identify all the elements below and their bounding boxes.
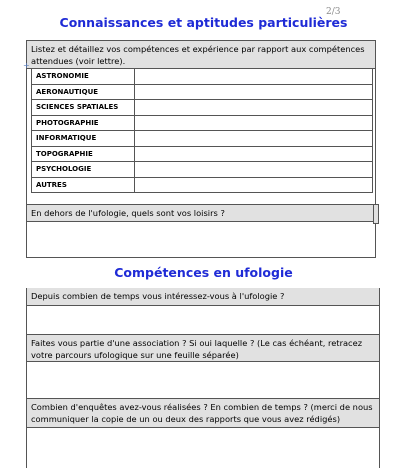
table-row [32, 146, 373, 162]
table-row [32, 115, 373, 131]
section-title-ufologie: Compétences en ufologie [114, 265, 293, 280]
competence-label: SCIENCES SPATIALES [32, 100, 135, 116]
table-row [32, 131, 373, 147]
table-row [32, 69, 373, 85]
table-row [32, 162, 373, 178]
table-row [32, 177, 373, 193]
table-move-handle-icon[interactable]: + [23, 61, 30, 70]
competence-label: AERONAUTIQUE [32, 84, 135, 100]
competence-input-cell[interactable] [135, 131, 373, 147]
question-duree-interet: Depuis combien de temps vous intéressez-vous à l'ufologie ? [27, 288, 379, 306]
competences-table [31, 68, 373, 193]
competence-label: ASTRONOMIE [32, 69, 135, 85]
question-enquetes: Combien d'enquêtes avez-vous réalisées ? En combien de temps ? (merci de nous communiquer la copie de un ou deux des rapports que vous avez rédigés) [27, 398, 379, 428]
ufologie-box [26, 288, 380, 468]
page-number: 2/3 [326, 7, 341, 17]
table-edge [373, 204, 379, 224]
competence-input-cell[interactable] [135, 162, 373, 178]
competence-input-cell[interactable] [135, 115, 373, 131]
leisure-question: En dehors de l'ufologie, quels sont vos loisirs ? [27, 204, 373, 222]
competence-input-cell[interactable] [135, 69, 373, 85]
competence-input-cell[interactable] [135, 177, 373, 193]
table-row [32, 100, 373, 116]
competence-label: PSYCHOLOGIE [32, 162, 135, 178]
competence-input-cell[interactable] [135, 146, 373, 162]
competence-input-cell[interactable] [135, 84, 373, 100]
question-association: Faites vous partie d'une association ? Si oui laquelle ? (Le cas échéant, retracez votre parcours ufologique sur une feuille séparée) [27, 334, 379, 362]
table-row [32, 84, 373, 100]
competence-label: AUTRES [32, 177, 135, 193]
competences-instructions: Listez et détaillez vos compétences et expérience par rapport aux compétences attendues (voir lettre). [27, 41, 375, 69]
competence-label: TOPOGRAPHIE [32, 146, 135, 162]
competence-input-cell[interactable] [135, 100, 373, 116]
competence-label: INFORMATIQUE [32, 131, 135, 147]
section-title-connaissances: Connaissances et aptitudes particulières [59, 15, 348, 30]
competence-label: PHOTOGRAPHIE [32, 115, 135, 131]
